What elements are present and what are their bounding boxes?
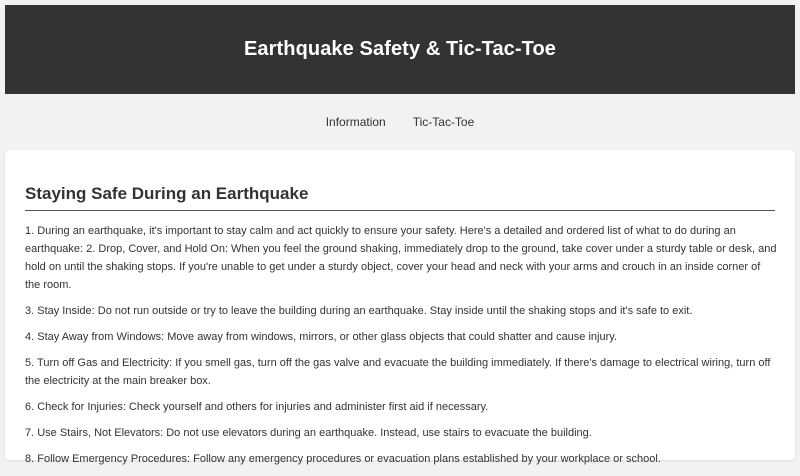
safety-step: 7. Use Stairs, Not Elevators: Do not use elevators during an earthquake. Instead, use stairs to evacuate the building. [25, 427, 592, 439]
safety-steps [25, 222, 777, 476]
safety-step: 6. Check for Injuries: Check yourself and others for injuries and administer first aid if necessary. [25, 401, 489, 413]
section-heading: Staying Safe During an Earthquake [25, 184, 309, 203]
safety-step: 3. Stay Inside: Do not run outside or try to leave the building during an earthquake. Stay inside until the shaking stops and it's safe to exit. [25, 305, 693, 317]
information-panel [5, 150, 795, 465]
safety-step: 8. Follow Emergency Procedures: Follow any emergency procedures or evacuation plans established by your workplace or school. [25, 453, 661, 465]
nav-link-tic-tac-toe[interactable]: Tic-Tac-Toe [412, 115, 475, 129]
nav-link-information[interactable]: Information [325, 115, 386, 129]
safety-step: 4. Stay Away from Windows: Move away from windows, mirrors, or other glass objects that could shatter and cause injury. [25, 331, 618, 343]
site-header [5, 5, 795, 94]
site-title: Earthquake Safety & Tic-Tac-Toe [243, 38, 557, 60]
safety-step: 1. During an earthquake, it's important to stay calm and act quickly to ensure your safety. Here's a detailed and ordered list of what to do during an earthquake: 2. Drop, Cover, and Hold On: When you feel the ground shaking, immediately drop to the ground, take cover under a sturdy table or desk, and hold on until the shaking stops. If you're unable to get under a sturdy object, cover your head and neck with your arms and crouch in an inside corner of the room. [25, 225, 777, 291]
safety-step: 5. Turn off Gas and Electricity: If you smell gas, turn off the gas valve and evacuate the building immediately. If there's damage to electrical wiring, turn off the electricity at the main breaker box. [25, 357, 771, 387]
main-nav [0, 108, 800, 136]
heading-divider [25, 210, 775, 211]
